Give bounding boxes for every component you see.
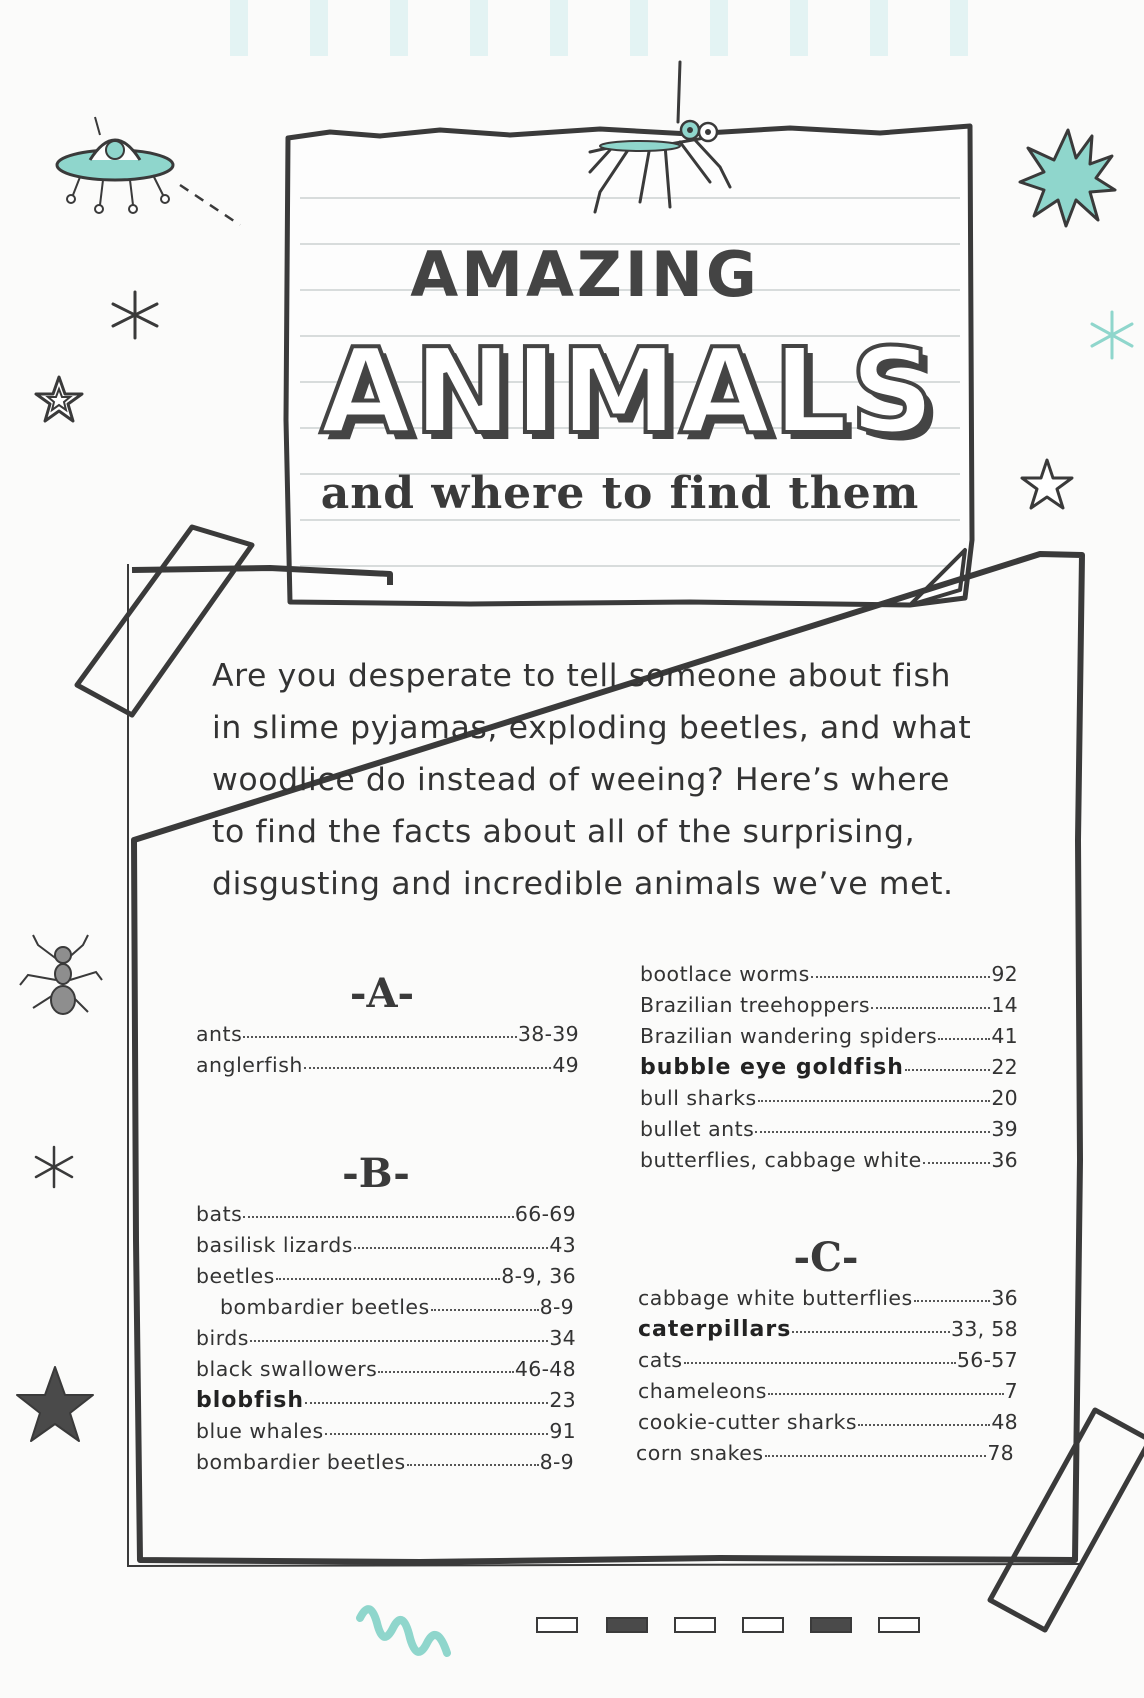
- index-entry-page: 8-9: [539, 1295, 574, 1319]
- index-entry: [220, 1295, 574, 1326]
- intro-line: Are you desperate to tell someone about fish: [212, 658, 952, 694]
- leader-dots: [243, 1216, 514, 1218]
- index-entry: [196, 1357, 576, 1388]
- index-entry: [638, 1379, 1018, 1410]
- leader-dots: [354, 1247, 548, 1249]
- asterisk-icon: [1090, 310, 1134, 360]
- index-entry-name: Brazilian wandering spiders: [640, 1024, 938, 1048]
- leader-dots: [923, 1162, 991, 1164]
- index-entry-page: 22: [991, 1055, 1018, 1079]
- index-entry: [640, 1024, 1018, 1055]
- leader-dots: [407, 1464, 539, 1466]
- index-entry-name: corn snakes: [636, 1441, 764, 1465]
- index-letter-heading: -C-: [793, 1234, 859, 1281]
- index-entry-page: 8-9: [539, 1450, 574, 1474]
- leader-dots: [768, 1393, 1004, 1395]
- index-entry-name: bats: [196, 1202, 243, 1226]
- index-column-left: [196, 960, 581, 1480]
- ufo-icon: [55, 115, 245, 235]
- index-entry-page: 41: [991, 1024, 1018, 1048]
- leader-dots: [431, 1309, 539, 1311]
- title-line-animals: ANIMALS: [320, 322, 937, 460]
- index-entry-name: Brazilian treehoppers: [640, 993, 870, 1017]
- leader-dots: [305, 1402, 548, 1404]
- index-entry-name: blobfish: [196, 1388, 305, 1413]
- index-entry-page: 66-69: [514, 1202, 576, 1226]
- leader-dots: [276, 1278, 501, 1280]
- index-entry-page: 8-9, 36: [501, 1264, 576, 1288]
- index-entry-name: birds: [196, 1326, 249, 1350]
- index-entry-page: 23: [549, 1388, 576, 1412]
- index-entry: [640, 1148, 1018, 1179]
- leader-dots: [250, 1340, 548, 1342]
- index-entry-name: bullet ants: [640, 1117, 755, 1141]
- index-entry-name: bubble eye goldfish: [640, 1055, 904, 1080]
- index-entry-name: butterflies, cabbage white: [640, 1148, 922, 1172]
- index-entry-name: bombardier beetles: [196, 1450, 406, 1474]
- leader-dots: [684, 1362, 956, 1364]
- burst-icon: [1020, 128, 1115, 228]
- index-entry: [196, 1053, 579, 1084]
- index-entry: [640, 1055, 1018, 1086]
- leader-dots: [243, 1036, 517, 1038]
- leader-dots: [758, 1100, 991, 1102]
- star-outline-icon: [34, 375, 84, 425]
- index-entry-name: bombardier beetles: [220, 1295, 430, 1319]
- index-entry-page: 48: [991, 1410, 1018, 1434]
- index-entry-page: 36: [991, 1148, 1018, 1172]
- index-entry-name: cookie-cutter sharks: [638, 1410, 858, 1434]
- index-entry-page: 34: [549, 1326, 576, 1350]
- leader-dots: [905, 1069, 990, 1071]
- index-entry: [196, 1264, 576, 1295]
- index-entry-page: 92: [991, 962, 1018, 986]
- index-entry: [640, 1117, 1018, 1148]
- index-entry: [196, 1202, 576, 1233]
- index-entry-page: 91: [549, 1419, 576, 1443]
- leader-dots: [914, 1300, 991, 1302]
- index-entry: [196, 1388, 576, 1419]
- bottom-pattern: [535, 1615, 925, 1637]
- intro-line: in slime pyjamas, exploding beetles, and what: [212, 710, 972, 746]
- leader-dots: [938, 1038, 990, 1040]
- leader-dots: [858, 1424, 990, 1426]
- leader-dots: [325, 1433, 549, 1435]
- index-entry-name: cats: [638, 1348, 683, 1372]
- index-entry-page: 33, 58: [950, 1317, 1018, 1341]
- index-entry-name: basilisk lizards: [196, 1233, 353, 1257]
- top-stripes: [200, 0, 1000, 60]
- index-entry: [638, 1348, 1018, 1379]
- index-entry-page: 38-39: [517, 1022, 579, 1046]
- index-letter-heading: -A-: [349, 970, 415, 1017]
- index-entry-page: 78: [987, 1441, 1014, 1465]
- leader-dots: [765, 1455, 987, 1457]
- index-entry-page: 43: [549, 1233, 576, 1257]
- intro-line: to find the facts about all of the surprising,: [212, 814, 916, 850]
- index-letter-heading: -B-: [342, 1150, 410, 1197]
- leader-dots: [304, 1067, 551, 1069]
- index-entry: [636, 1441, 1014, 1472]
- index-entry-page: 46-48: [514, 1357, 576, 1381]
- index-entry-page: 39: [991, 1117, 1018, 1141]
- asterisk-icon: [34, 1145, 74, 1189]
- leader-dots: [871, 1007, 990, 1009]
- index-entry-name: black swallowers: [196, 1357, 378, 1381]
- star-outline-icon: [1020, 458, 1074, 512]
- intro-paragraph: [212, 650, 1012, 910]
- leader-dots: [755, 1131, 990, 1133]
- index-entry: [640, 1086, 1018, 1117]
- squiggle-icon: [355, 1598, 455, 1673]
- intro-line: disgusting and incredible animals we’ve met.: [212, 866, 954, 902]
- stick-insect-icon: [570, 62, 740, 232]
- index-entry: [196, 1326, 576, 1357]
- index-entry-name: ants: [196, 1022, 243, 1046]
- leader-dots: [811, 976, 990, 978]
- index-entry: [196, 1450, 574, 1481]
- index-entry-name: cabbage white butterflies: [638, 1286, 913, 1310]
- ant-icon: [18, 930, 103, 1020]
- index-entry: [640, 993, 1018, 1024]
- index-entry: [638, 1317, 1018, 1348]
- leader-dots: [792, 1331, 950, 1333]
- star-filled-icon: [15, 1365, 95, 1445]
- index-entry-name: bootlace worms: [640, 962, 810, 986]
- index-entry-name: anglerfish: [196, 1053, 303, 1077]
- index-entry-name: blue whales: [196, 1419, 324, 1443]
- index-entry-page: 14: [991, 993, 1018, 1017]
- index-entry-page: 49: [552, 1053, 579, 1077]
- index-entry-page: 7: [1004, 1379, 1018, 1403]
- index-entry-name: beetles: [196, 1264, 275, 1288]
- intro-line: woodlice do instead of weeing? Here’s where: [212, 762, 950, 798]
- leader-dots: [378, 1371, 514, 1373]
- title-subtitle: and where to find them: [320, 468, 920, 519]
- index-entry: [638, 1286, 1018, 1317]
- index-entry: [640, 962, 1018, 993]
- index-entry-name: chameleons: [638, 1379, 767, 1403]
- index-entry: [638, 1410, 1018, 1441]
- index-column-right: [636, 962, 1020, 1482]
- index-entry: [196, 1022, 579, 1053]
- index-entry: [196, 1233, 576, 1264]
- title-line-amazing: AMAZING: [410, 238, 760, 311]
- index-entry-name: caterpillars: [638, 1317, 792, 1342]
- index-entry-name: bull sharks: [640, 1086, 757, 1110]
- index-entry-page: 20: [991, 1086, 1018, 1110]
- index-entry: [196, 1419, 576, 1450]
- index-entry-page: 56-57: [956, 1348, 1018, 1372]
- index-entry-page: 36: [991, 1286, 1018, 1310]
- asterisk-icon: [110, 290, 160, 340]
